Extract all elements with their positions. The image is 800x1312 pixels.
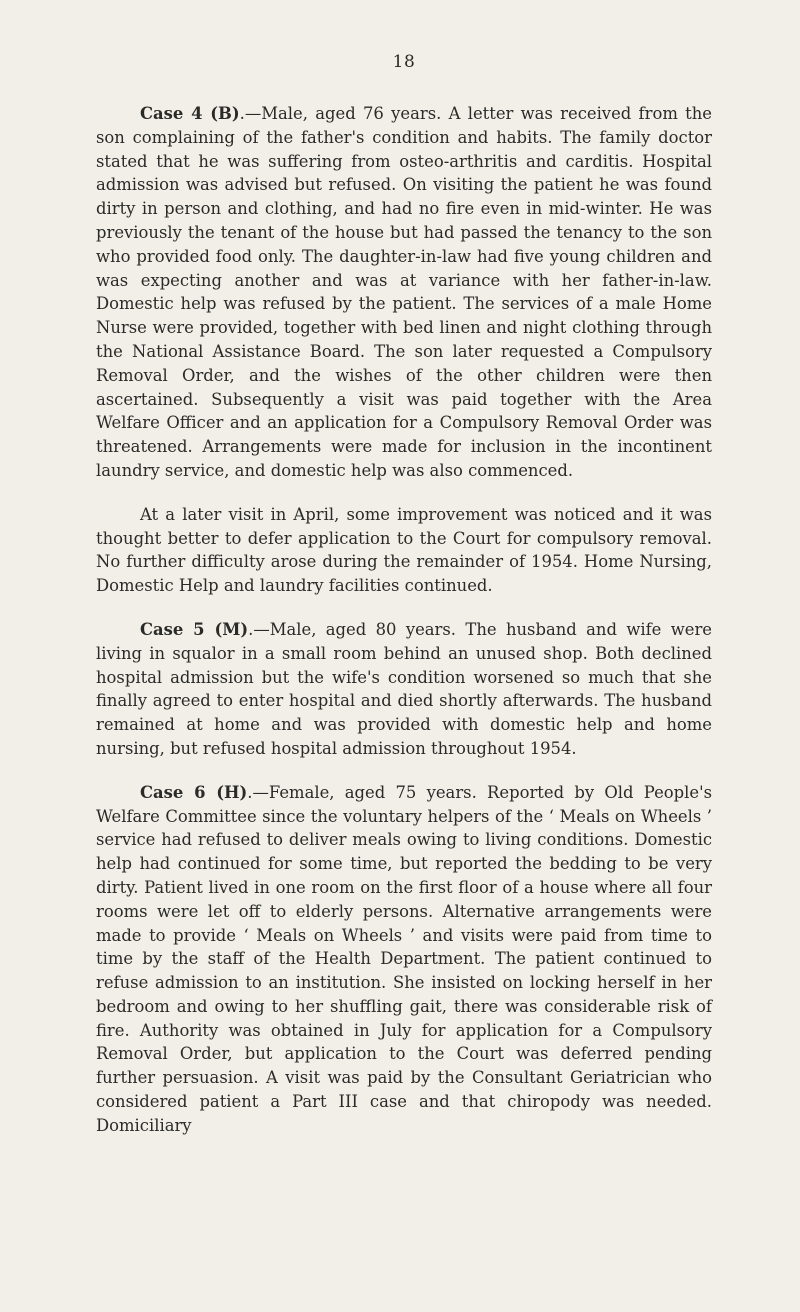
- case-4-label: Case 4 (B): [140, 104, 240, 123]
- case-4-followup-paragraph: [96, 503, 712, 598]
- document-page: [96, 52, 712, 1158]
- page-number: 18: [392, 52, 416, 72]
- case-5-label: Case 5 (M): [140, 619, 249, 639]
- case-4-paragraph: [96, 102, 712, 483]
- case-4-followup-text: At a later visit in April, some improvement was noticed and it was thought better to defer application to the Court for compulsory removal. No further difficulty arose during the remainder of 1954. Home Nursing, Domestic Help and laundry facilities continued.: [96, 504, 712, 596]
- case-4-text: .—Male, aged 76 years. A letter was received from the son complaining of the father's condition and habits. The family doctor stated that he was suffering from osteo-arthritis and carditis. Hospital admission was advised but refused. On visiting the patient he was found dirty in person and clothing, and had no fire even in mid-winter. He was previously the tenant of the house but had passed the tenancy to the son who provided food only. The daughter-in-law had five young children and was expecting another and was at variance with her father-in-law. Domestic help was refused by the patient. The services of a male Home Nurse were provided, together with bed linen and night clothing through the National Assistance Board. The son later requested a Compulsory Removal Order, and the wishes of the other children were then ascertained. Subsequently a visit was paid together with the Area Welfare Officer and an application for a Compulsory Removal Order was threatened. Arrangements were made for inclusion in the incontinent laundry service, and domestic help was also commenced.: [96, 104, 712, 480]
- case-5-paragraph: [96, 618, 712, 761]
- case-5-text: .—Male, aged 80 years. The husband and wife were living in squalor in a small room behind an unused shop. Both declined hospital admission but the wife's condition worsened so much that she finally agreed to enter hospital and died shortly afterwards. The husband remained at home and was provided with domestic help and home nursing, but refused hospital admission throughout 1954.: [96, 619, 712, 758]
- case-6-label: Case 6 (H): [140, 782, 248, 802]
- case-6-text: .—Female, aged 75 years. Reported by Old People's Welfare Committee since the voluntary helpers of the ‘ Meals on Wheels ’ service had refused to deliver meals owing to living conditions. Domestic help had continued for some time, but reported the bedding to be very dirty. Patient lived in one room on the first floor of a house where all four rooms were let off to elderly persons. Alternative arrangements were made to provide ‘ Meals on Wheels ’ and visits were paid from time to time by the staff of the Health Department. The patient continued to refuse admission to an institution. She insisted on locking herself in her bedroom and owing to her shuffling gait, there was considerable risk of fire. Authority was obtained in July for application for a Compulsory Removal Order, but application to the Court was deferred pending further persuasion. A visit was paid by the Consultant Geriatrician who considered patient a Part III case and that chiropody was needed. Domiciliary: [96, 782, 712, 1135]
- case-6-paragraph: [96, 781, 712, 1138]
